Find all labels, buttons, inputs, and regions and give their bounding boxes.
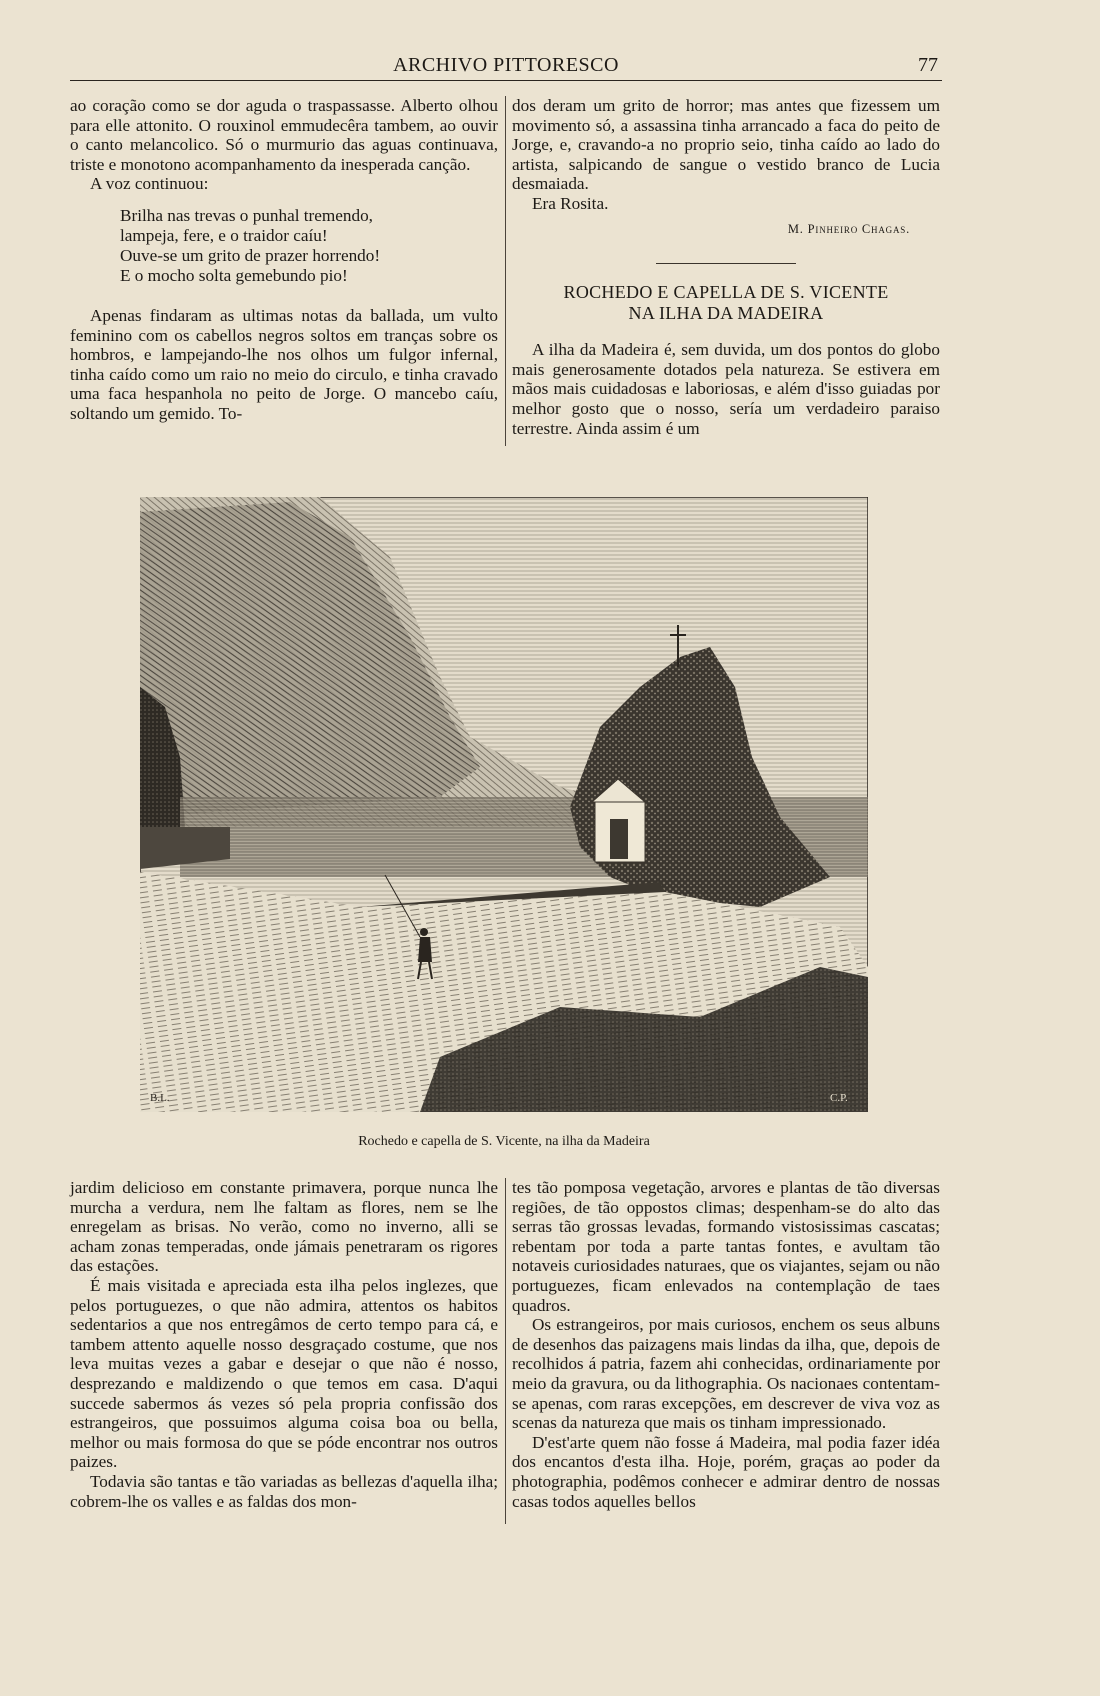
- verse-line: Brilha nas trevas o punhal tremendo,: [120, 205, 373, 225]
- column-divider: [505, 96, 506, 446]
- section-rule: [656, 263, 796, 264]
- paragraph: Apenas findaram as ultimas notas da ballada, um vulto feminino com os cabellos negros soltos em tranças sobre os hombros, e lampejando-lhe nos olhos um fulgor infernal, tinha caído como um raio no meio do circulo, e tinha cravado uma faca hespanhola no peito de Jorge. O mancebo caíu, soltando um gemido. To-: [70, 305, 498, 423]
- heading-line: ROCHEDO E CAPELLA DE S. VICENTE: [563, 282, 889, 303]
- running-title: ARCHIVO PITTORESCO: [393, 54, 619, 76]
- paragraph: A ilha da Madeira é, sem duvida, um dos pontos do globo mais generosamente dotados pela natureza. Se estivera em mãos mais cuidadosas e laboriosas, e além d'isso guiadas por melhor gosto que o nosso, sería um verdadeiro paraiso terrestre. Ainda assim é um: [512, 340, 940, 438]
- verse-line: Ouve-se um grito de prazer horrendo!: [120, 245, 381, 265]
- paragraph: D'est'arte quem não fosse á Madeira, mal podia fazer idéa dos encantos d'esta ilha. Hoje, porém, graças ao poder da photographia, podêmos conhecer e admirar dentro de nossas casas todos aquelles bellos: [512, 1432, 940, 1511]
- upper-left-column: [70, 96, 498, 424]
- column-divider: [505, 1178, 506, 1524]
- paragraph: A voz continuou:: [90, 174, 209, 194]
- header-rule: [70, 80, 942, 81]
- paragraph: jardim delicioso em constante primavera, porque nunca lhe murcha a verdura, nem lhe faltam as flores, nem se lhe enregelam as brisas. No verão, como no inverno, alli se acham zonas temperadas, onde jámais penetraram os rigores das estações.: [70, 1178, 498, 1276]
- article-heading: [512, 282, 940, 324]
- verse-line: E o mocho solta gemebundo pio!: [120, 265, 348, 285]
- paragraph: tes tão pomposa vegetação, arvores e plantas de tão diversas regiões, de tão oppostos climas; despenham-se do alto das serras tão grossas levadas, formando vistosissimas cascatas; rebentam por toda a parte tantas fontes, e avultam tão notaveis curiosidades naturaes, que os viajantes, sejam ou não portuguezes, ficam enlevados na contemplação de taes quadros.: [512, 1178, 940, 1315]
- paragraph: Era Rosita.: [532, 193, 609, 213]
- paragraph: É mais visitada e apreciada esta ilha pelos inglezes, que pelos portuguezes, o que não admira, attentos os habitos sedentarios a que nos entregâmos de certo tempo para cá, e tambem attento aquelle nosso desgraçado costume, que nos leva muitas vezes a gabar e desejar o que não é nosso, desprezando e maldizendo o que temos em casa. D'aqui succede sabermos ás vezes só pela propria confissão dos estrangeiros, que possuimos alguma coisa boa ou bella, melhor ou mais formosa do que se póde encontrar nos outros paizes.: [70, 1275, 498, 1472]
- paragraph: ao coração como se dor aguda o traspassasse. Alberto olhou para elle attonito. O rouxinol emmudecêra tambem, ao ouvir o canto melancolico. Só o murmurio das aguas continuava, triste e monotono acompanhamento da inesperada canção.: [70, 96, 498, 174]
- paragraph: Todavia são tantas e tão variadas as bellezas d'aquella ilha; cobrem-lhe os valles e as faldas dos mon-: [70, 1471, 498, 1511]
- page-header: [70, 52, 942, 82]
- heading-line: NA ILHA DA MADEIRA: [628, 303, 824, 324]
- engraving-illustration: [140, 497, 868, 1112]
- verse-line: lampeja, fere, e o traidor caíu!: [120, 225, 328, 245]
- author-signature: M. Pinheiro Chagas.: [787, 221, 910, 236]
- page-number: 77: [918, 54, 938, 76]
- figure-caption: Rochedo e capella de S. Vicente, na ilha da Madeira: [358, 1134, 650, 1149]
- engraver-signature-left: B.L.: [150, 1092, 170, 1104]
- engraver-signature-right: C.P.: [830, 1092, 848, 1104]
- paragraph: Os estrangeiros, por mais curiosos, enchem os seus albuns de desenhos das paizagens mais lindas da ilha, que, depois de recolhidos á patria, fazem ahi conhecidas, ordinariamente por meio da gravura, ou da lithographia. Os nacionaes contentam-se apenas, com raras excepções, em descrever de viva voz as scenas da natureza que mais os tinham impressionado.: [512, 1315, 940, 1433]
- upper-right-column: [512, 96, 940, 438]
- paragraph: dos deram um grito de horror; mas antes que fizessem um movimento só, a assassina tinha arrancado a faca do peito de Jorge, e, cravando-a no proprio seio, tinha caído ao lado do artista, salpicando de sangue o vestido branco de Lucia desmaiada.: [512, 96, 940, 194]
- lower-left-column: [70, 1178, 498, 1511]
- lower-right-column: [512, 1178, 940, 1511]
- ballad-verse: [120, 206, 498, 286]
